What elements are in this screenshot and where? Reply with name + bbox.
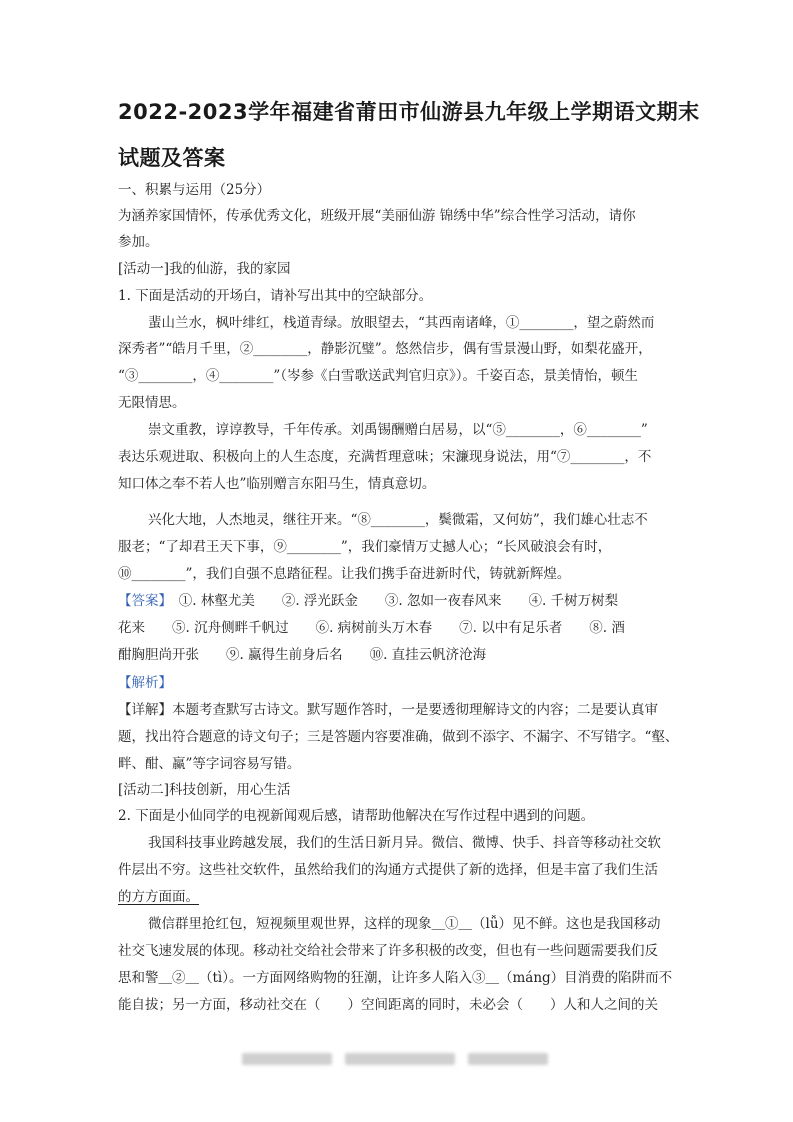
passage-line: 知口体之奉不若人也”临别赠言东阳马生，情真意切。 (118, 476, 436, 492)
passage-line: 深秀者”“皓月千里，②________，静影沉璧”。悠然信步，偶有雪景漫山野，如梨花盛开， (118, 341, 652, 357)
passage-line: ⑩________”，我们自强不息踏征程。让我们携手奋进新时代，铸就新辉煌。 (118, 566, 571, 582)
passage-line: 表达乐观进取、积极向上的人生态度，充满哲理意味；宋濂现身说法，用“⑦________，不 (118, 449, 652, 465)
question-line: 2. 下面是小仙同学的电视新闻观后感，请帮助他解决在写作过程中遇到的问题。 (118, 808, 595, 824)
answer-line-1-rest: ①. 林壑尤美 ②. 浮光跃金 ③. 忽如一夜春风来 ④. 千树万树梨 (165, 593, 619, 609)
passage-line: 服老；“了却君王天下事，⑨________”，我们豪情万丈撼人心；“长风破浪会有时， (118, 539, 612, 555)
passage-line: 崇文重教，谆谆教导，千年传承。刘禹锡酬赠白居易，以“⑤________，⑥________” (148, 422, 648, 438)
blurred-watermark (468, 1053, 548, 1065)
answer-line: 酣胸胆尚开张 ⑨. 赢得生前身后名 ⑩. 直挂云帆济沧海 (118, 647, 487, 663)
explanation-line: 题，找出符合题意的诗文句子；三是答题内容要准确，做到不添字、不漏字、不写错字。“壑、 (118, 729, 679, 745)
essay-line: 微信群里抢红包，短视频里观世界，这样的现象＿①＿（lǚ）见不鲜。这也是我国移动 (148, 916, 661, 932)
essay-line: 社交飞速发展的体现。移动社交给社会带来了许多积极的改变，但也有一些问题需要我们反 (118, 943, 658, 959)
essay-line-underlined: 的方方面面。 (118, 889, 199, 905)
activity-heading: [活动二]科技创新，用心生活 (118, 782, 291, 798)
passage-line: 蜚山兰水，枫叶绯红，栈道青绿。放眼望去，“其西南诸峰，①________，望之蔚然而 (148, 315, 655, 331)
document-title-line-1: 2022-2023学年福建省莆田市仙游县九年级上学期语文期末 (118, 100, 700, 124)
intro-line: 参加。 (118, 234, 159, 250)
explanation-line: 【详解】本题考查默写古诗文。默写题作答时，一是要透彻理解诗文的内容；二是要认真审 (118, 702, 658, 718)
analysis-label: 【解析】 (118, 675, 172, 691)
blurred-watermark (242, 1053, 332, 1065)
intro-line: 为涵养家国情怀，传承优秀文化，班级开展“美丽仙游 锦绣中华”综合性学习活动，请你 (118, 208, 636, 224)
essay-line: 我国科技事业跨越发展，我们的生活日新月异。微信、微博、快手、抖音等移动社交软 (148, 835, 661, 851)
blurred-watermark (345, 1053, 455, 1065)
explanation-line: 畔、酣、赢”等字词容易写错。 (118, 756, 301, 772)
essay-line: 思和警＿②＿（tì）。一方面网络购物的狂潮，让许多人陷入③＿（máng）目消费的陷阱而不 (118, 970, 673, 986)
activity-heading: [活动一]我的仙游，我的家园 (118, 261, 291, 277)
essay-line: 件层出不穷。这些社交软件，虽然给我们的沟通方式提供了新的选择，但是丰富了我们生活 (118, 862, 658, 878)
passage-line: “③________，④________”（岑参《白雪歌送武判官归京》）。千姿百态，景美情怡，顿生 (118, 368, 639, 384)
answer-line (118, 591, 618, 611)
passage-line: 无限情思。 (118, 395, 186, 411)
passage-line: 兴化大地，人杰地灵，继往开来。“⑧________，鬓微霜，又何妨”，我们雄心壮志不 (148, 512, 648, 528)
answer-line: 花来 ⑤. 沉舟侧畔千帆过 ⑥. 病树前头万木春 ⑦. 以中有足乐者 ⑧. 酒 (118, 620, 625, 636)
section-heading: 一、积累与运用（25分） (118, 182, 271, 198)
answer-label: 【答案】 (118, 593, 166, 609)
essay-line: 能自拔；另一方面，移动社交在（ ）空间距离的同时，未必会（ ）人和人之间的关 (118, 997, 658, 1013)
document-title-line-2: 试题及答案 (118, 146, 226, 170)
question-line: 1. 下面是活动的开场白，请补写出其中的空缺部分。 (118, 288, 433, 304)
